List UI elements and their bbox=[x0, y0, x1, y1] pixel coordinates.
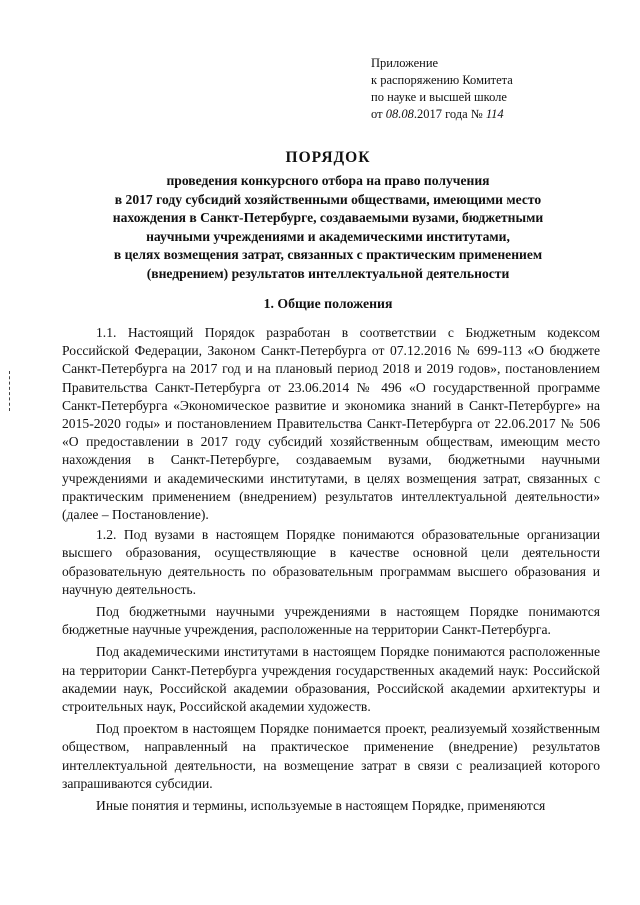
paragraph-1-1: 1.1. Настоящий Порядок разработан в соответствии с Бюджетным кодексом Российской Федерации, Законом Санкт-Петербурга от 07.12.2016 № 699-113 «О бюджете Санкт-Петербурга на 2017 год и на плановый период 2018 и 2019 годов», постановлением Правительства Санкт-Петербурга от 23.06.2014 № 496 «О государственной программе Санкт-Петербурга «Экономическое развитие и экономика знаний в Санкт-Петербурге» на 2015-2020 годы» и постановлением Правительства Санкт-Петербурга от 22.06.2017 № 506 «О предоставлении в 2017 году субсидий хозяйственным обществам, имеющим место нахождения в Санкт-Петербурге, создаваемым вузами, бюджетными научными учреждениями и академическими институтами, в целях возмещения затрат, связанных с практическим применением (внедрением) результатов интеллектуальной деятельности» (далее – Постановление). bbox=[62, 325, 600, 523]
document-title bbox=[40, 148, 616, 283]
attachment-line-2: к распоряжению Комитета bbox=[371, 73, 513, 87]
section-heading: 1. Общие положения bbox=[263, 296, 393, 311]
title-line-2: в 2017 году субсидий хозяйственными обществами, имеющими место bbox=[114, 191, 542, 207]
title-line-3: нахождения в Санкт-Петербурге, создаваемыми вузами, бюджетными bbox=[112, 210, 544, 225]
title-line-4: научными учреждениями и академическими институтами, bbox=[146, 228, 510, 244]
paragraph-1-2: 1.2. Под вузами в настоящем Порядке понимаются образовательные организации высшего образования, осуществляющие в качестве основной цели деятельности образовательную деятельность по образовательным программам высшего образования и научную деятельность. bbox=[62, 527, 600, 597]
title-line-6: (внедрением) результатов интеллектуальной деятельности bbox=[146, 265, 510, 281]
attachment-line-3: по науке и высшей школе bbox=[371, 90, 507, 104]
paragraph-academic-institutes: Под академическими институтами в настоящем Порядке понимаются расположенные на территории Санкт-Петербурга учреждения государственных академий наук: Российской академии наук, Российской академии образования, Российской академии архитектуры и строительных наук, Российской академии художеств. bbox=[62, 644, 600, 715]
title-line-1: проведения конкурсного отбора на право получения bbox=[166, 173, 490, 188]
date-middle: .2017 года № bbox=[413, 107, 486, 121]
paragraph-other-terms: Иные понятия и термины, используемые в настоящем Порядке, применяются bbox=[96, 798, 546, 814]
date-prefix: от bbox=[371, 107, 386, 121]
margin-mark bbox=[9, 371, 11, 411]
title-line-5: в целях возмещения затрат, связанных с практическим применением bbox=[113, 247, 543, 262]
attachment-line-1: Приложение bbox=[371, 56, 439, 70]
paragraph-budget-institutions: Под бюджетными научными учреждениями в настоящем Порядке понимаются бюджетные научные учреждения, расположенные на территории Санкт-Петербурга. bbox=[62, 604, 600, 638]
attachment-block bbox=[371, 55, 513, 123]
attachment-date-line bbox=[371, 106, 513, 123]
document-number: 114 bbox=[485, 107, 504, 121]
date-handwritten: 08.08 bbox=[385, 107, 414, 121]
paragraph-project: Под проектом в настоящем Порядке понимается проект, реализуемый хозяйственным обществом, направленный на практическое применение (внедрение) результатов интеллектуальной деятельности, на возмещение затрат в связи с реализацией которого запрашиваются субсидии. bbox=[62, 721, 600, 791]
body-text bbox=[62, 324, 600, 817]
title-main: ПОРЯДОК bbox=[285, 149, 371, 166]
